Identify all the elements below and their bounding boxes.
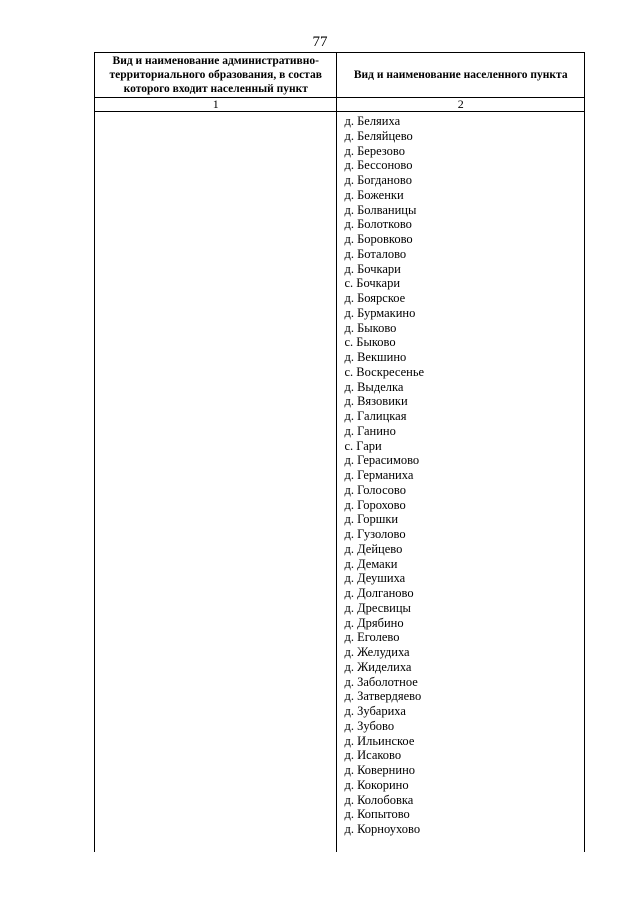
settlement-item: д. Выделка [344,379,404,394]
settlement-item: д. Вязовики [344,394,408,409]
settlement-item: д. Корноухово [344,822,421,836]
header-admin-unit: Вид и наименование административно-территориального образования, в состав которого входит населенный пункт [95,53,337,98]
settlement-item: д. Горохово [344,497,406,512]
admin-unit-cell [95,112,337,853]
settlement-item: д. Дресвицы [344,600,411,615]
settlement-item: д. Колобовка [344,792,414,807]
table-body-row [95,112,585,853]
settlement-item: д. Кокорино [344,777,409,792]
settlement-item: д. Боталово [344,246,407,261]
settlement-item: д. Германиха [344,468,414,482]
settlement-item: д. Боженки [344,187,404,202]
settlement-item: д. Затвердяево [344,689,422,704]
settlement-item: д. Копытово [344,807,410,822]
settlement-item: д. Дейцево [344,541,403,556]
settlement-item: д. Богданово [344,173,412,187]
settlement-item: д. Гузолово [344,527,406,541]
settlement-item: с. Воскресенье [344,364,425,379]
header-settlement: Вид и наименование населенного пункта [337,53,585,98]
settlement-item: д. Болотково [344,217,412,232]
settlement-item: с. Быково [344,335,396,350]
settlement-item: д. Голосово [344,482,406,497]
settlements-table [94,52,585,852]
column-number-1: 1 [95,98,337,112]
settlement-item: д. Бурмакино [344,305,416,320]
settlements-cell [337,112,585,853]
settlement-item: д. Деушиха [344,571,406,586]
settlement-item: д. Векшино [344,350,407,364]
settlement-item: д. Зубариха [344,704,406,718]
settlement-item: д. Болваницы [344,202,417,217]
settlement-item: д. Быково [344,320,397,335]
settlement-item: д. Зубово [344,718,395,733]
settlement-item: д. Жиделиха [344,659,412,674]
settlement-item: д. Еголево [344,630,400,645]
settlement-item: д. Березово [344,143,405,158]
settlement-item: д. Ильинское [344,733,415,748]
settlement-item: д. Боярское [344,291,406,305]
settlement-item: д. Галицкая [344,409,407,423]
settlement-item: д. Ковернино [344,763,416,777]
settlement-item: с. Бочкари [344,276,401,291]
table-header-row [95,53,585,98]
settlement-item: с. Гари [344,438,382,453]
settlement-item: д. Бессоново [344,158,413,173]
settlement-item: д. Заболотное [344,674,418,689]
settlement-item: д. Ганино [344,423,396,438]
settlement-item: д. Дрябино [344,615,404,630]
page-number: 77 [312,34,328,50]
column-number-row [95,98,585,112]
settlement-item: д. Демаки [344,556,398,571]
settlement-item: д. Бочкари [344,261,401,276]
settlement-item: д. Долганово [344,586,414,600]
settlement-item: д. Беляйцево [344,128,413,143]
settlement-item: д. Горшки [344,512,399,527]
settlement-item: д. Беляиха [344,114,401,128]
settlement-list [337,112,584,837]
settlement-item: д. Желудиха [344,645,410,659]
settlement-item: д. Боровково [344,232,413,246]
settlement-item: д. Герасимово [344,453,420,468]
settlement-item: д. Исаково [344,748,402,763]
column-number-2: 2 [337,98,585,112]
